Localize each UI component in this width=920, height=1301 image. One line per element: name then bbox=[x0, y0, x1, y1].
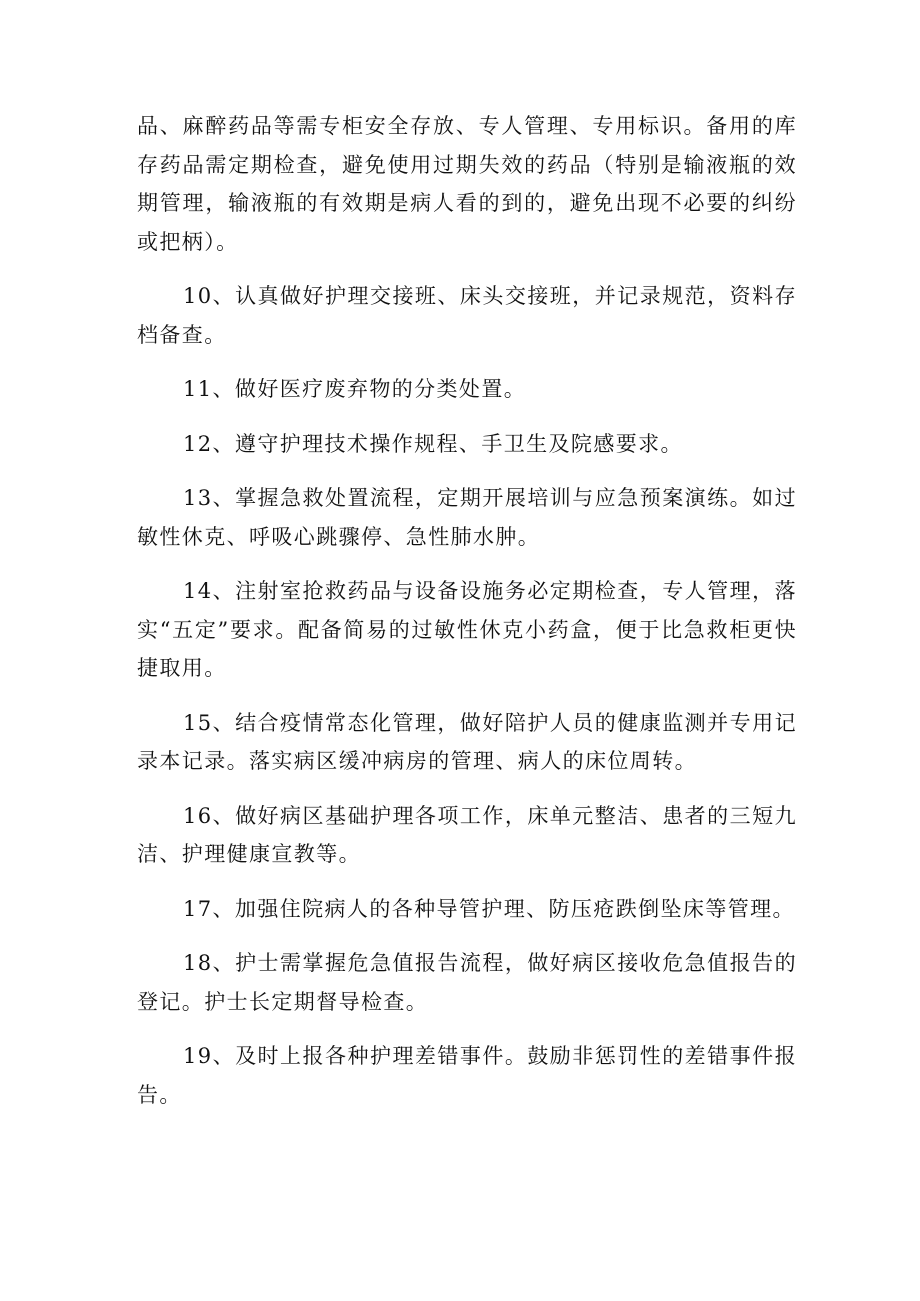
document-body bbox=[137, 107, 797, 1130]
paragraph-item-18: 18、护士需掌握危急值报告流程，做好病区接收危急值报告的登记。护士长定期督导检查。 bbox=[137, 951, 797, 1014]
paragraph-item-12: 12、遵守护理技术操作规程、手卫生及院感要求。 bbox=[183, 431, 683, 456]
paragraph-item-15: 15、结合疫情常态化管理，做好陪护人员的健康监测并专用记录本记录。落实病区缓冲病房的管理、病人的床位周转。 bbox=[137, 710, 797, 773]
paragraph-item-13: 13、掌握急救处置流程，定期开展培训与应急预案演练。如过敏性休克、呼吸心跳骤停、急性肺水肿。 bbox=[137, 486, 797, 549]
paragraph-item-11: 11、做好医疗废弃物的分类处置。 bbox=[183, 377, 527, 401]
paragraph-item-19: 19、及时上报各种护理差错事件。鼓励非惩罚性的差错事件报告。 bbox=[137, 1044, 797, 1107]
paragraph-item-14: 14、注射室抢救药品与设备设施务必定期检查，专人管理，落实“五定”要求。配备简易的过敏性休克小药盒，便于比急救柜更快捷取用。 bbox=[137, 579, 797, 680]
paragraph-continuation: 品、麻醉药品等需专柜安全存放、专人管理、专用标识。备用的库存药品需定期检查，避免使用过期失效的药品（特别是输液瓶的效期管理，输液瓶的有效期是病人看的到的，避免出现不必要的纠纷或把柄）。 bbox=[137, 114, 797, 254]
paragraph-item-16: 16、做好病区基础护理各项工作，床单元整洁、患者的三短九洁、护理健康宣教等。 bbox=[137, 803, 797, 866]
paragraph-item-10: 10、认真做好护理交接班、床头交接班，并记录规范，资料存档备查。 bbox=[137, 284, 797, 347]
paragraph-item-17: 17、加强住院病人的各种导管护理、防压疮跌倒坠床等管理。 bbox=[183, 896, 795, 921]
